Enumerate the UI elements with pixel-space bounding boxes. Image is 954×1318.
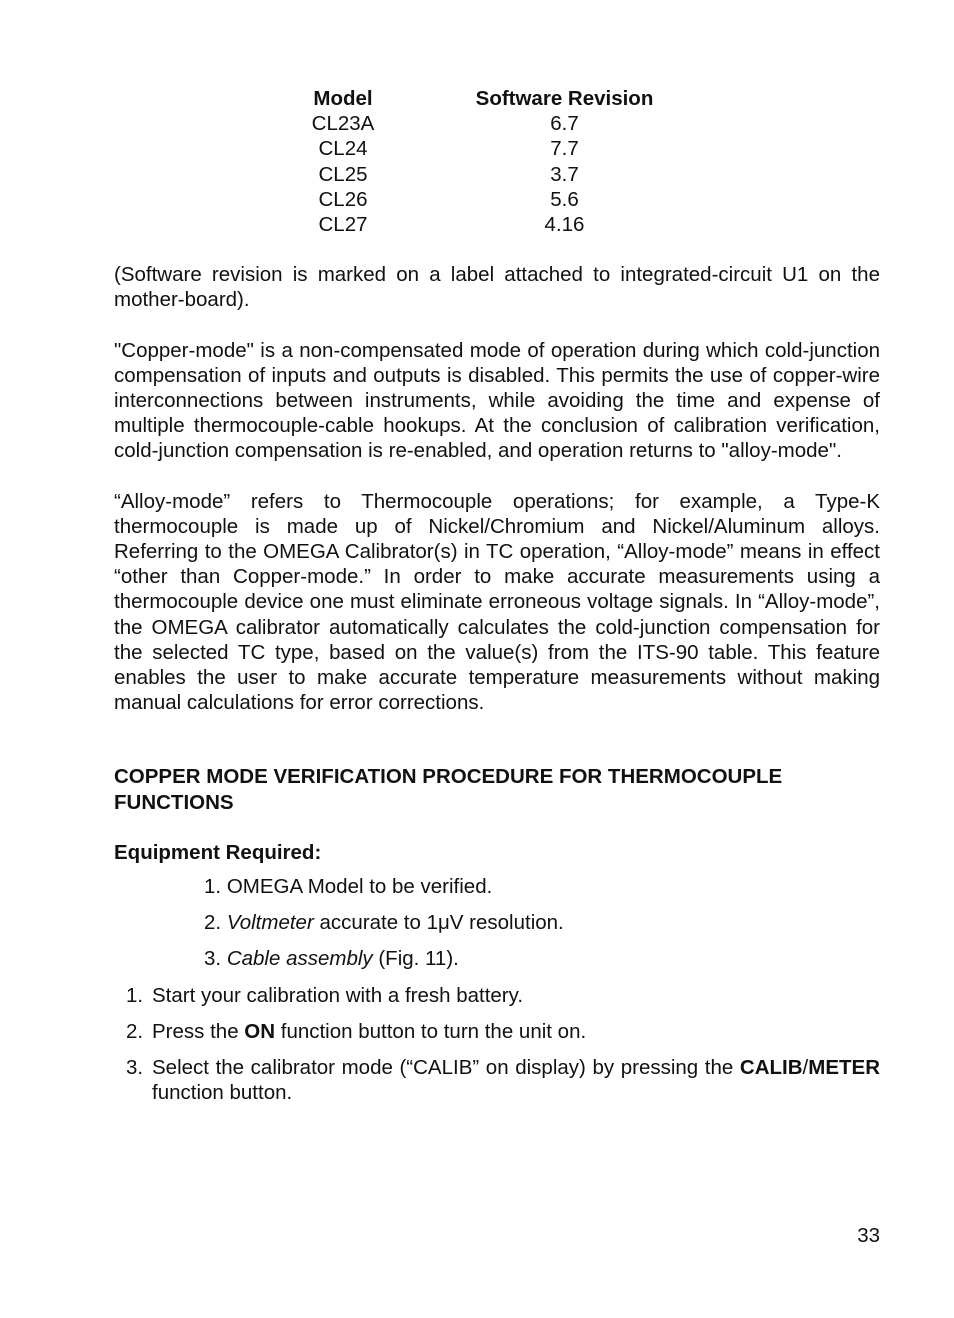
- table-row: [306, 162, 667, 187]
- model-cell: CL26: [318, 187, 368, 211]
- item-text: (Fig. 11).: [372, 947, 459, 971]
- model-column-header: Model: [313, 87, 373, 110]
- alloy-mode-paragraph: “Alloy-mode” refers to Thermocouple operations; for example, a Type-K thermocouple is made up of Nickel/Chromium and Nickel/Aluminum alloys. Referring to the OMEGA Calibrator(s) in TC operation, “Alloy-mode” means in effect “other than Copper-mode.” In order to make accurate measurements using a thermocouple device one must eliminate erroneous voltage signals. In “Alloy-mode”, the OMEGA calibrator automatically calculates the cold-junction compensation for the selected TC type, based on the value(s) from the ITS-90 table. This feature enables the user to make accurate temperature measurements without making manual calculations for error corrections.: [114, 489, 880, 715]
- revision-note-paragraph: (Software revision is marked on a label attached to integrated-circuit U1 on the mother-board).: [114, 263, 880, 312]
- equipment-list: [114, 874, 880, 972]
- section-heading: COPPER MODE VERIFICATION PROCEDURE FOR THERMOCOUPLE FUNCTIONS: [114, 765, 783, 814]
- table-row: [306, 136, 667, 161]
- item-emphasis: Voltmeter: [226, 911, 314, 935]
- list-item: [204, 946, 880, 971]
- table-row: [306, 212, 667, 237]
- step-text: /: [802, 1056, 809, 1080]
- step-text: function button.: [152, 1081, 293, 1105]
- item-number: 1.: [204, 875, 222, 899]
- software-revision-table: [306, 86, 667, 237]
- table-header-row: [306, 86, 667, 111]
- table-row: [306, 187, 667, 212]
- revision-cell: 4.16: [544, 213, 585, 237]
- copper-mode-paragraph: "Copper-mode" is a non-compensated mode of operation during which cold-junction compensation of inputs and outputs is disabled. This permits the use of copper-wire interconnections between instruments, while avoiding the time and expense of multiple thermocouple-cable hookups. At the conclusion of calibration verification, cold-junction compensation is re-enabled, and operation returns to "alloy-mode".: [114, 338, 880, 463]
- revision-column-header: Software Revision: [475, 87, 654, 110]
- model-cell: CL25: [318, 162, 368, 186]
- step-number: 1.: [126, 983, 144, 1007]
- step-number: 2.: [126, 1019, 144, 1043]
- step-bold-text: CALIB: [739, 1056, 803, 1080]
- revision-cell: 5.6: [550, 187, 579, 211]
- document-page: [114, 86, 880, 1106]
- list-item: [114, 1019, 880, 1044]
- list-item: [114, 983, 880, 1008]
- model-cell: CL27: [318, 213, 368, 237]
- list-item: [204, 910, 880, 935]
- list-item: [114, 1055, 880, 1105]
- step-text: function button to turn the unit on.: [275, 1019, 587, 1043]
- page-number: 33: [857, 1224, 880, 1247]
- revision-cell: 6.7: [550, 112, 579, 136]
- step-text: Press the: [152, 1019, 245, 1043]
- revision-cell: 7.7: [550, 137, 579, 161]
- item-number: 2.: [204, 911, 222, 935]
- procedure-steps: [114, 983, 880, 1106]
- step-number: 3.: [126, 1056, 144, 1080]
- step-text: Start your calibration with a fresh battery.: [152, 983, 524, 1007]
- list-item: [204, 874, 880, 899]
- item-number: 3.: [204, 947, 222, 971]
- model-cell: CL23A: [311, 112, 375, 136]
- revision-cell: 3.7: [550, 162, 579, 186]
- item-text: OMEGA Model to be verified.: [226, 875, 493, 899]
- step-bold-text: ON: [244, 1019, 276, 1043]
- item-text: accurate to 1μV resolution.: [313, 911, 564, 935]
- equipment-heading: Equipment Required:: [114, 840, 322, 864]
- model-cell: CL24: [318, 137, 368, 161]
- table-row: [306, 111, 667, 136]
- step-text: Select the calibrator mode (“CALIB” on display) by pressing the: [152, 1056, 740, 1080]
- step-bold-text: METER: [808, 1056, 880, 1080]
- item-emphasis: Cable assembly: [226, 947, 373, 971]
